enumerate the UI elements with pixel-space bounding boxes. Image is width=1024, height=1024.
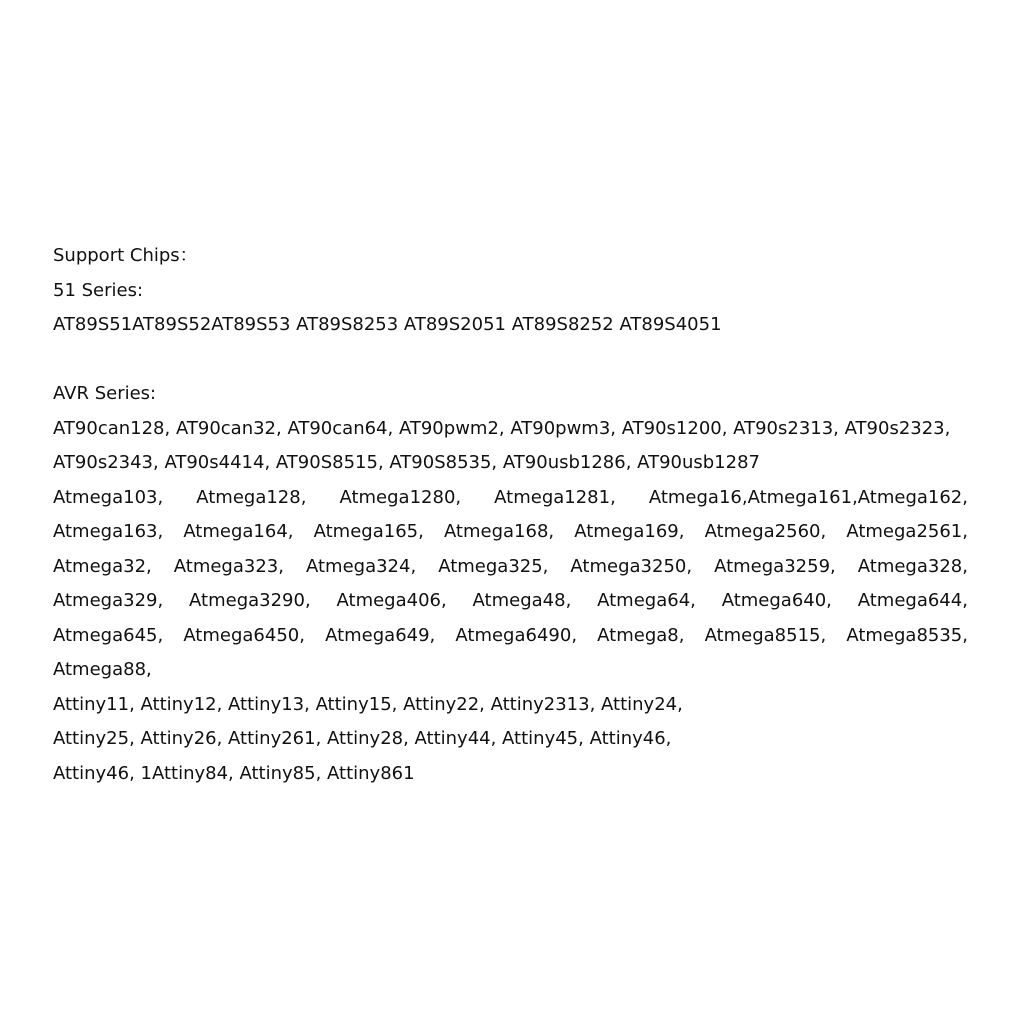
atmega-chip-list (53, 481, 968, 654)
chip-support-document (53, 239, 968, 791)
atmega-chip-item: Atmega103, (53, 486, 164, 508)
atmega-chip-item: Atmega649, (325, 624, 436, 646)
atmega-chip-row (53, 550, 968, 585)
atmega-chip-item: Atmega644, (857, 590, 968, 611)
atmega-chip-item: Atmega329, (53, 590, 164, 611)
atmega-chip-item: Atmega3259, (714, 555, 836, 577)
atmega-chip-item: Atmega3250, (570, 555, 693, 577)
atmega-chip-item: Atmega645, (53, 624, 164, 646)
support-chips-heading: Support Chips： (53, 245, 198, 266)
at90-chip-line: AT90s2343, AT90s4414, AT90S8515, AT90S8535, AT90usb1286, AT90usb1287 (53, 452, 760, 473)
atmega-chip-item: Atmega8515, (704, 624, 827, 646)
atmega-chip-item: Atmega328, (857, 555, 968, 577)
atmega-chip-item: Atmega1280, (339, 486, 462, 508)
atmega-chip-item: Atmega323, (173, 555, 284, 577)
attiny-chip-line: Attiny11, Attiny12, Attiny13, Attiny15, Attiny22, Attiny2313, Attiny24, (53, 693, 683, 715)
atmega-chip-item: Atmega324, (305, 555, 417, 577)
atmega-chip-row (53, 619, 968, 654)
atmega-chip-item: Atmega163, (53, 521, 164, 542)
atmega-chip-item: Atmega64, (597, 590, 696, 611)
atmega-chip-line-last: Atmega88, (53, 659, 152, 680)
atmega-chip-item: Atmega1281, (494, 486, 616, 508)
at90-chip-line: AT90can128, AT90can32, AT90can64, AT90pwm2, AT90pwm3, AT90s1200, AT90s2313, AT90s2323, (53, 417, 951, 439)
atmega-chip-item: Atmega32, (53, 555, 152, 577)
atmega-chip-item: Atmega169, (574, 521, 685, 542)
atmega-chip-item: Atmega128, (196, 486, 307, 508)
atmega-chip-item: Atmega640, (721, 590, 832, 611)
series-51-chip-list: AT89S51AT89S52AT89S53 AT89S8253 AT89S2051 AT89S8252 AT89S4051 (53, 314, 722, 335)
atmega-chip-item: Atmega8535, (846, 624, 968, 646)
atmega-chip-item: Atmega16,Atmega161,Atmega162, (648, 486, 968, 508)
atmega-chip-item: Atmega325, (438, 555, 549, 577)
attiny-chip-line: Attiny46, 1Attiny84, Attiny85, Attiny861 (53, 762, 415, 784)
atmega-chip-row (53, 584, 968, 619)
atmega-chip-item: Atmega6490, (455, 624, 578, 646)
atmega-chip-item: Atmega168, (443, 521, 555, 542)
atmega-chip-row (53, 515, 968, 550)
atmega-chip-item: Atmega2561, (846, 521, 968, 542)
atmega-chip-item: Atmega406, (336, 590, 447, 611)
atmega-chip-item: Atmega6450, (183, 624, 305, 646)
atmega-chip-item: Atmega3290, (189, 590, 311, 611)
atmega-chip-item: Atmega164, (183, 521, 294, 542)
attiny-chip-line: Attiny25, Attiny26, Attiny261, Attiny28, Attiny44, Attiny45, Attiny46, (53, 728, 672, 749)
avr-series-heading: AVR Series: (53, 383, 157, 404)
atmega-chip-item: Atmega8, (597, 624, 685, 646)
atmega-chip-item: Atmega2560, (704, 521, 827, 542)
blank-line (53, 343, 968, 378)
atmega-chip-item: Atmega48, (472, 590, 572, 611)
series-51-heading: 51 Series: (53, 279, 144, 301)
atmega-chip-item: Atmega165, (313, 521, 424, 542)
atmega-chip-row (53, 481, 968, 516)
